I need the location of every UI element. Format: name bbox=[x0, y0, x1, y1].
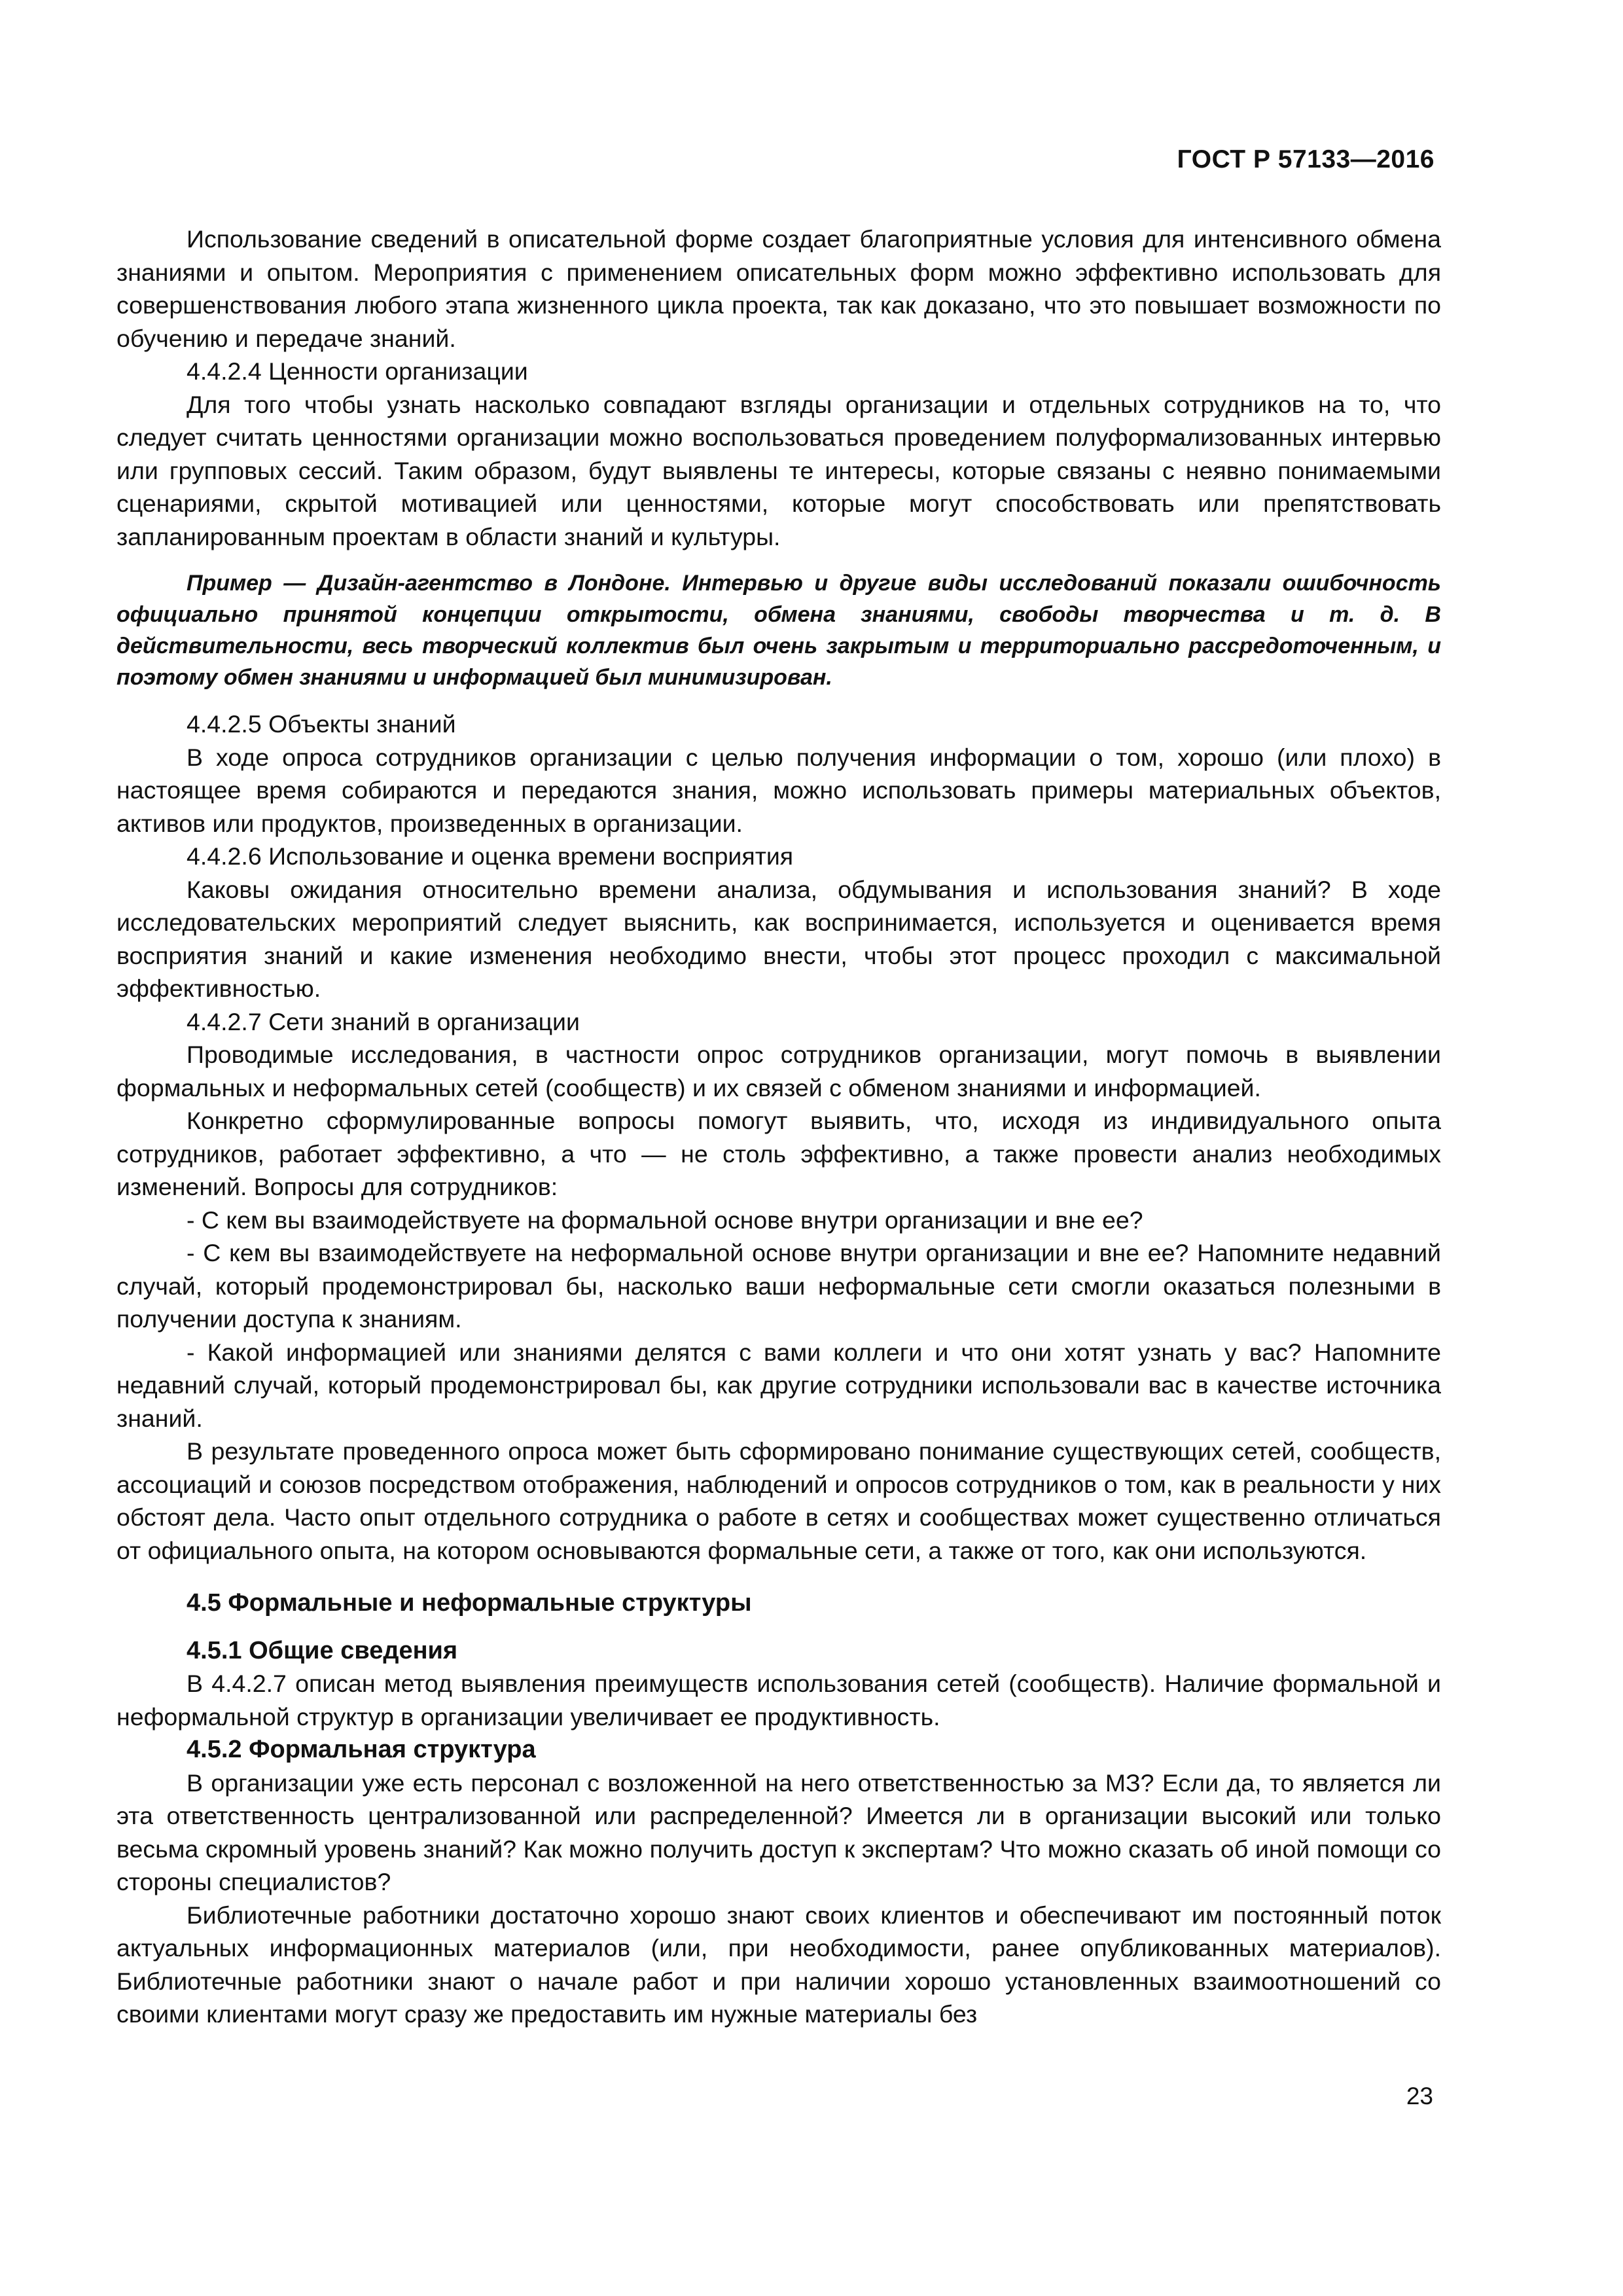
paragraph: В ходе опроса сотрудников организации с целью получения информации о том, хорошо (или плохо) в настоящее время собираются и передаются знания, можно использовать примеры материальных объектов, активов или продуктов, произведенных в организации. bbox=[116, 743, 1441, 837]
paragraph: Проводимые исследования, в частности опрос сотрудников организации, могут помочь в выявлении формальных и неформальных сетей (сообществ) и их связей с обменом знаниями и информацией. bbox=[116, 1041, 1441, 1102]
question-item: - С кем вы взаимодействуете на формальной основе внутри организации и вне ее? bbox=[187, 1206, 1143, 1234]
section-heading: 4.5.2 Формальная структура bbox=[187, 1736, 536, 1763]
section-heading: 4.5.1 Общие сведения bbox=[187, 1636, 458, 1664]
question-item: - Какой информацией или знаниями делятся с вами коллеги и что они хотят узнать у вас? Напомните недавний случай, который продемонстрировал бы, как другие сотрудники использовали вас в качестве источника знаний. bbox=[116, 1338, 1441, 1432]
paragraph: В 4.4.2.7 описан метод выявления преимуществ использования сетей (сообществ). Наличие формальной и неформальной структур в организации увеличивает ее продуктивность. bbox=[116, 1670, 1441, 1731]
section-heading: 4.5 Формальные и неформальные структуры bbox=[187, 1589, 752, 1617]
page-content bbox=[116, 223, 1441, 2031]
document-designation: ГОСТ Р 57133—2016 bbox=[1177, 145, 1435, 173]
subsection-heading: 4.4.2.5 Объекты знаний bbox=[187, 710, 456, 738]
paragraph: Для того чтобы узнать насколько совпадают взгляды организации и отдельных сотрудников на то, что следует считать ценностями организации можно воспользоваться проведением полуформализованных интервью или групповых сессий. Таким образом, будут выявлены те интересы, которые связаны с неявно понимаемыми сценариями, скрытой мотивацией или ценностями, которые могут способствовать или препятствовать запланированным проектам в области знаний и культуры. bbox=[116, 390, 1441, 550]
question-item: - С кем вы взаимодействуете на неформальной основе внутри организации и вне ее? Напомните недавний случай, который продемонстрировал бы, насколько ваши неформальные сети смогли оказаться полезными в получении доступа к знаниям. bbox=[116, 1239, 1441, 1333]
paragraph: Каковы ожидания относительно времени анализа, обдумывания и использования знаний? В ходе исследовательских мероприятий следует выяснить, как воспринимается, используется и оценивается время восприятия знаний и какие изменения необходимо внести, чтобы этот процесс проходил с максимальной эффективностью. bbox=[116, 875, 1441, 1002]
paragraph: В организации уже есть персонал с возложенной на него ответственностью за МЗ? Если да, то является ли эта ответственность централизованной или распределенной? Имеется ли в организации высокий или только весьма скромный уровень знаний? Как можно получить доступ к экспертам? Что можно сказать об иной помощи со стороны специалистов? bbox=[116, 1768, 1441, 1895]
paragraph: Конкретно сформулированные вопросы помогут выявить, что, исходя из индивидуального опыта сотрудников, работает эффективно, а что — не столь эффективно, а также провести анализ необходимых изменений. Вопросы для сотрудников: bbox=[116, 1107, 1441, 1200]
subsection-heading: 4.4.2.4 Ценности организации bbox=[187, 357, 528, 385]
paragraph: В результате проведенного опроса может быть сформировано понимание существующих сетей, сообществ, ассоциаций и союзов посредством отображения, наблюдений и опросов сотрудников о том, как в реальности у них обстоят дела. Часто опыт отдельного сотрудника о работе в сетях и сообществах может существенно отличаться от официального опыта, на котором основываются формальные сети, а также от того, как они используются. bbox=[116, 1437, 1441, 1564]
paragraph: Использование сведений в описательной форме создает благоприятные условия для интенсивного обмена знаниями и опытом. Мероприятия с применением описательных форм можно эффективно использовать для совершенствования любого этапа жизненного цикла проекта, так как доказано, что это повышает возможности по обучению и передаче знаний. bbox=[116, 225, 1441, 352]
example-note: Пример — Дизайн-агентство в Лондоне. Интервью и другие виды исследований показали ошибочность официально принятой концепции открытости, обмена знаниями, свободы творчества и т. д. В действительности, весь творческий коллектив был очень закрытым и территориально рассредоточенным, и поэтому обмен знаниями и информацией был минимизирован. bbox=[116, 571, 1441, 690]
paragraph: Библиотечные работники достаточно хорошо знают своих клиентов и обеспечивают им постоянный поток актуальных информационных материалов (или, при необходимости, ранее опубликованных материалов). Библиотечные работники знают о начале работ и при наличии хорошо установленных взаимоотношений со своими клиентами могут сразу же предоставить им нужные материалы без bbox=[116, 1901, 1441, 2028]
page-number: 23 bbox=[1406, 2083, 1433, 2109]
subsection-heading: 4.4.2.7 Сети знаний в организации bbox=[187, 1007, 580, 1035]
subsection-heading: 4.4.2.6 Использование и оценка времени восприятия bbox=[187, 842, 794, 870]
